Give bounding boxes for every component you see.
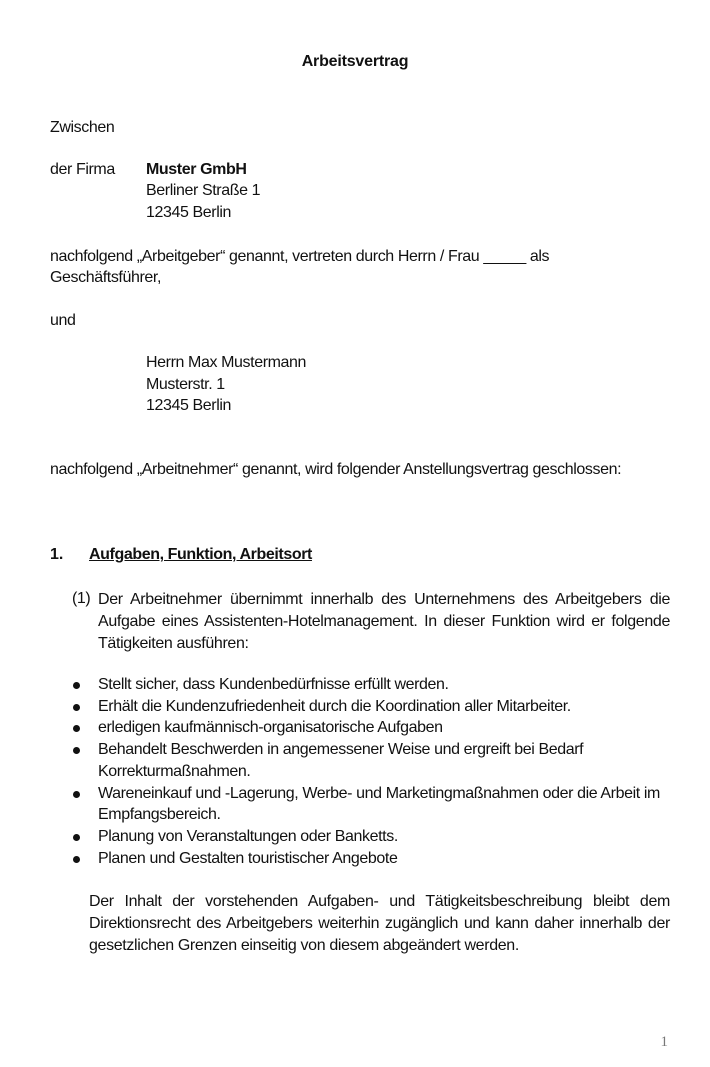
- bullet-icon: [73, 791, 80, 798]
- document-title: Arbeitsvertrag: [301, 53, 409, 70]
- list-item: erledigen kaufmännisch-organisatorische Aufgaben: [72, 717, 672, 739]
- list-item: Behandelt Beschwerden in angemessener Weise und ergreift bei Bedarf Korrekturmaßnahmen.: [72, 739, 672, 782]
- employer-label: der Firma: [50, 161, 115, 178]
- employee-city: 12345 Berlin: [146, 397, 232, 414]
- employee-name: Herrn Max Mustermann: [146, 354, 307, 371]
- list-item: Stellt sicher, dass Kundenbedürfnisse erfüllt werden.: [72, 674, 672, 696]
- bullet-icon: [73, 682, 80, 689]
- task-list: [72, 674, 672, 869]
- list-item: Planung von Veranstaltungen oder Banketts.: [72, 826, 672, 848]
- bullet-icon: [73, 856, 80, 863]
- closing-paragraph: Der Inhalt der vorstehenden Aufgaben- und Tätigkeitsbeschreibung bleibt dem Direktionsrecht des Arbeitgebers weiterhin zugänglich und kann daher innerhalb der gesetzlichen Grenzen einseitig von diesem abgeändert werden.: [89, 893, 670, 954]
- list-item: Planen und Gestalten touristischer Angebote: [72, 848, 672, 870]
- employer-street: Berliner Straße 1: [146, 182, 261, 199]
- section-number: 1.: [50, 546, 64, 563]
- bullet-icon: [73, 725, 80, 732]
- list-item: Wareneinkauf und -Lagerung, Werbe- und Marketingmaßnahmen oder die Arbeit im Empfangsbereich.: [72, 783, 672, 826]
- employee-clause: nachfolgend „Arbeitnehmer“ genannt, wird folgender Anstellungsvertrag geschlossen:: [50, 461, 622, 478]
- paragraph-number: (1): [72, 590, 91, 607]
- employer-clause-line2: Geschäftsführer,: [50, 269, 161, 286]
- section-title: Aufgaben, Funktion, Arbeitsort: [89, 546, 312, 563]
- employer-city: 12345 Berlin: [146, 204, 232, 221]
- employer-name: Muster GmbH: [146, 161, 247, 178]
- bullet-icon: [73, 834, 80, 841]
- paragraph-text: Der Arbeitnehmer übernimmt innerhalb des Unternehmens des Arbeitgebers die Aufgabe eines Assistenten-Hotelmanagement. In dieser Funktion wird er folgende Tätigkeiten ausführen:: [98, 591, 670, 652]
- page-number: 1: [660, 1034, 668, 1050]
- bullet-icon: [73, 704, 80, 711]
- zwischen-label: Zwischen: [50, 119, 115, 136]
- employer-clause-line1: nachfolgend „Arbeitgeber“ genannt, vertreten durch Herrn / Frau _____ als: [50, 248, 550, 265]
- employee-street: Musterstr. 1: [146, 376, 225, 393]
- bullet-icon: [73, 747, 80, 754]
- und-label: und: [50, 312, 76, 329]
- list-item: Erhält die Kundenzufriedenheit durch die Koordination aller Mitarbeiter.: [72, 696, 672, 718]
